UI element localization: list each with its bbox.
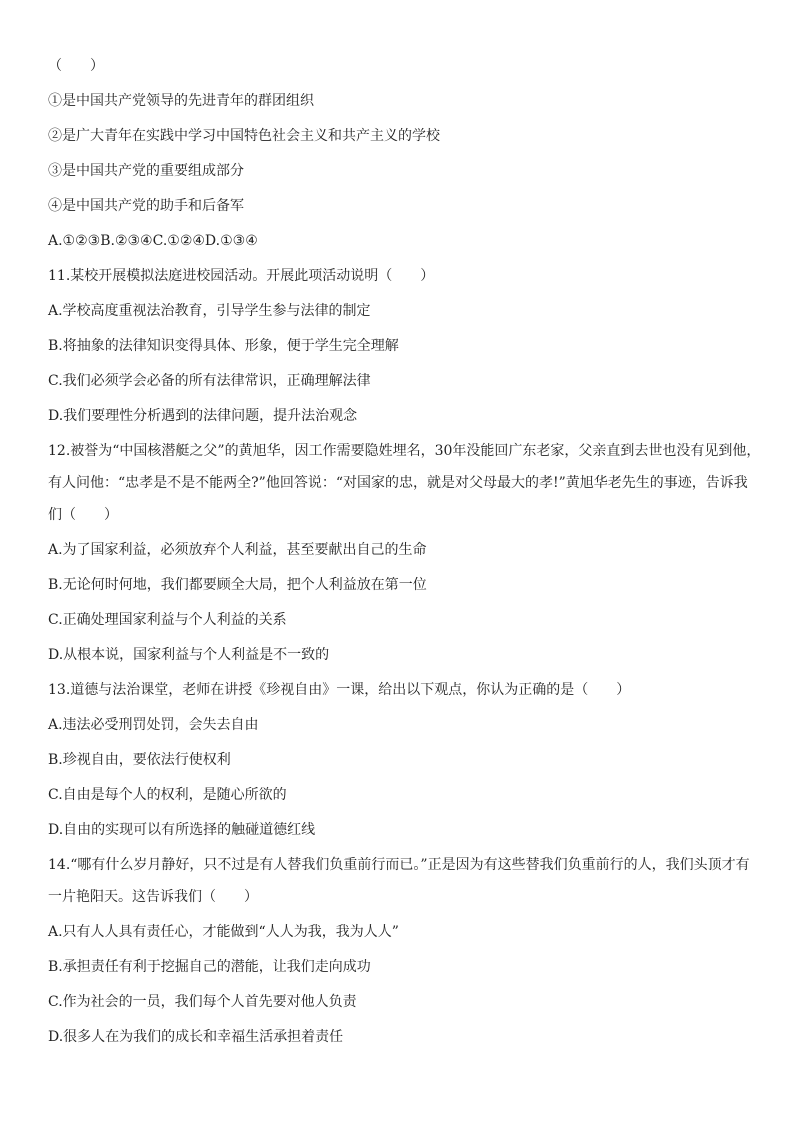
question-10-options: A.①②③B.②③④C.①②④D.①③④ [48,233,258,249]
statement-1: ①是中国共产党领导的先进青年的群团组织 [48,93,314,109]
question-12-option-a: A.为了国家利益，必须放弃个人利益，甚至要献出自己的生命 [48,542,427,558]
question-11-stem: 11.某校开展模拟法庭进校园活动。开展此项活动说明（ ） [48,268,435,284]
question-12-stem-line-1: 12.被誉为“中国核潜艇之父”的黄旭华，因工作需要隐姓埋名，30年没能回广东老家，父亲直到去世也没有见到他， [48,443,761,459]
question-11-option-a: A.学校高度重视法治教育，引导学生参与法律的制定 [48,303,371,319]
question-11-option-c: C.我们必须学会必备的所有法律常识，正确理解法律 [48,373,371,389]
question-13-option-c: C.自由是每个人的权利，是随心所欲的 [48,787,287,803]
document-page [48,56,761,1062]
statement-2: ②是广大青年在实践中学习中国特色社会主义和共产主义的学校 [48,128,440,144]
question-13-stem: 13.道德与法治课堂，老师在讲授《珍视自由》一课，给出以下观点，你认为正确的是（ ） [48,682,631,698]
question-14-option-a: A.只有人人具有责任心，才能做到“人人为我，我为人人” [48,924,399,940]
question-12-stem-line-3: 们（ ） [48,507,118,523]
question-11-option-d: D.我们要理性分析遇到的法律问题，提升法治观念 [48,408,358,424]
statement-4: ④是中国共产党的助手和后备军 [48,198,244,214]
question-13-option-a: A.违法必受刑罚处罚，会失去自由 [48,717,259,733]
question-12-stem-line-2: 有人问他：“忠孝是不是不能两全?”他回答说：“对国家的忠，就是对父母最大的孝!”黄旭华老先生的事迹，告诉我 [48,475,748,491]
question-12-option-c: C.正确处理国家利益与个人利益的关系 [48,612,287,628]
question-14-option-b: B.承担责任有利于挖掘自己的潜能，让我们走向成功 [48,959,371,975]
question-12-option-b: B.无论何时何地，我们都要顾全大局，把个人利益放在第一位 [48,577,427,593]
question-14-option-d: D.很多人在为我们的成长和幸福生活承担着责任 [48,1029,344,1045]
question-14-option-c: C.作为社会的一员，我们每个人首先要对他人负责 [48,994,357,1010]
question-13-option-d: D.自由的实现可以有所选择的触碰道德红线 [48,822,316,838]
question-10-bracket: （ ） [48,58,104,74]
question-14-stem-line-2: 一片艳阳天。这告诉我们（ ） [48,889,258,905]
question-12-option-d: D.从根本说，国家利益与个人利益是不一致的 [48,647,330,663]
statement-3: ③是中国共产党的重要组成部分 [48,163,244,179]
question-13-option-b: B.珍视自由，要依法行使权利 [48,752,231,768]
question-11-option-b: B.将抽象的法律知识变得具体、形象，便于学生完全理解 [48,338,399,354]
question-14-stem-line-1: 14.“哪有什么岁月静好，只不过是有人替我们负重前行而已。”正是因为有这些替我们负重前行的人，我们头顶才有 [48,857,750,873]
